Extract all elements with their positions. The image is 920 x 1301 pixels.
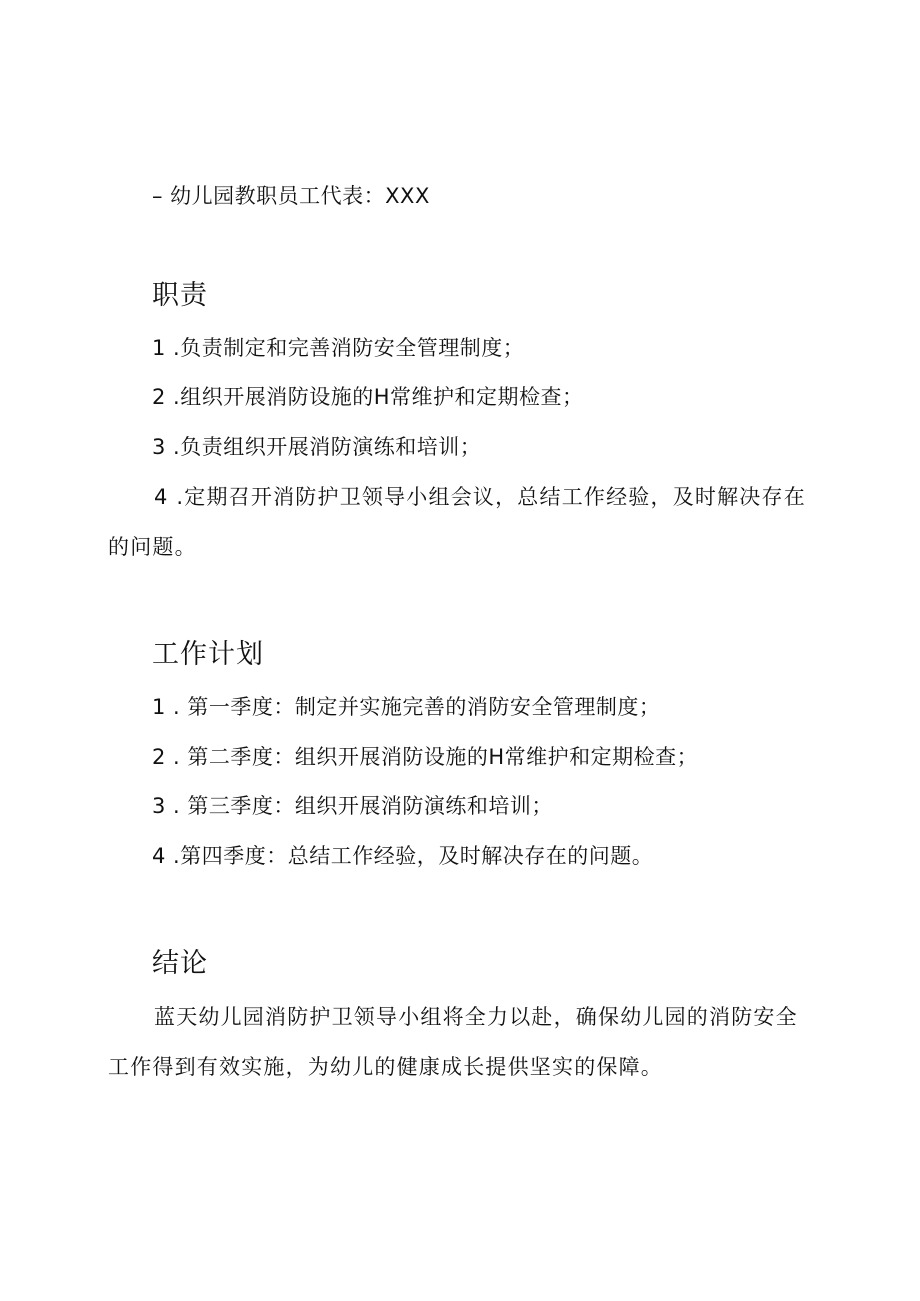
staff-representative-line: – 幼儿园教职员工代表：XXX bbox=[152, 184, 430, 208]
duty-item-2: 2 .组织开展消防设施的H常维护和定期检查； bbox=[152, 385, 584, 409]
duty-item-1: 1 .负责制定和完善消防安全管理制度； bbox=[152, 336, 525, 360]
conclusion-paragraph: 蓝天幼儿园消防护卫领导小组将全力以赴，确保幼儿园的消防安全工作得到有效实施，为幼儿的健康成长提供坚实的保障。 bbox=[108, 1005, 798, 1079]
conclusion-heading: 结论 bbox=[152, 948, 208, 979]
duties-heading: 职责 bbox=[152, 280, 208, 311]
plan-item-q4: 4 .第四季度：总结工作经验，及时解决存在的问题。 bbox=[152, 844, 654, 868]
plan-item-q3: 3 . 第三季度：组织开展消防演练和培训； bbox=[152, 794, 553, 818]
duty-item-4: 4 .定期召开消防护卫领导小组会议，总结工作经验，及时解决存在的问题。 bbox=[108, 485, 806, 559]
plan-item-q1: 1 . 第一季度：制定并实施完善的消防安全管理制度； bbox=[152, 695, 661, 719]
work-plan-heading: 工作计划 bbox=[152, 639, 264, 670]
plan-item-q2: 2 . 第二季度：组织开展消防设施的H常维护和定期检查； bbox=[152, 745, 699, 769]
duty-item-3: 3 .负责组织开展消防演练和培训； bbox=[152, 435, 482, 459]
